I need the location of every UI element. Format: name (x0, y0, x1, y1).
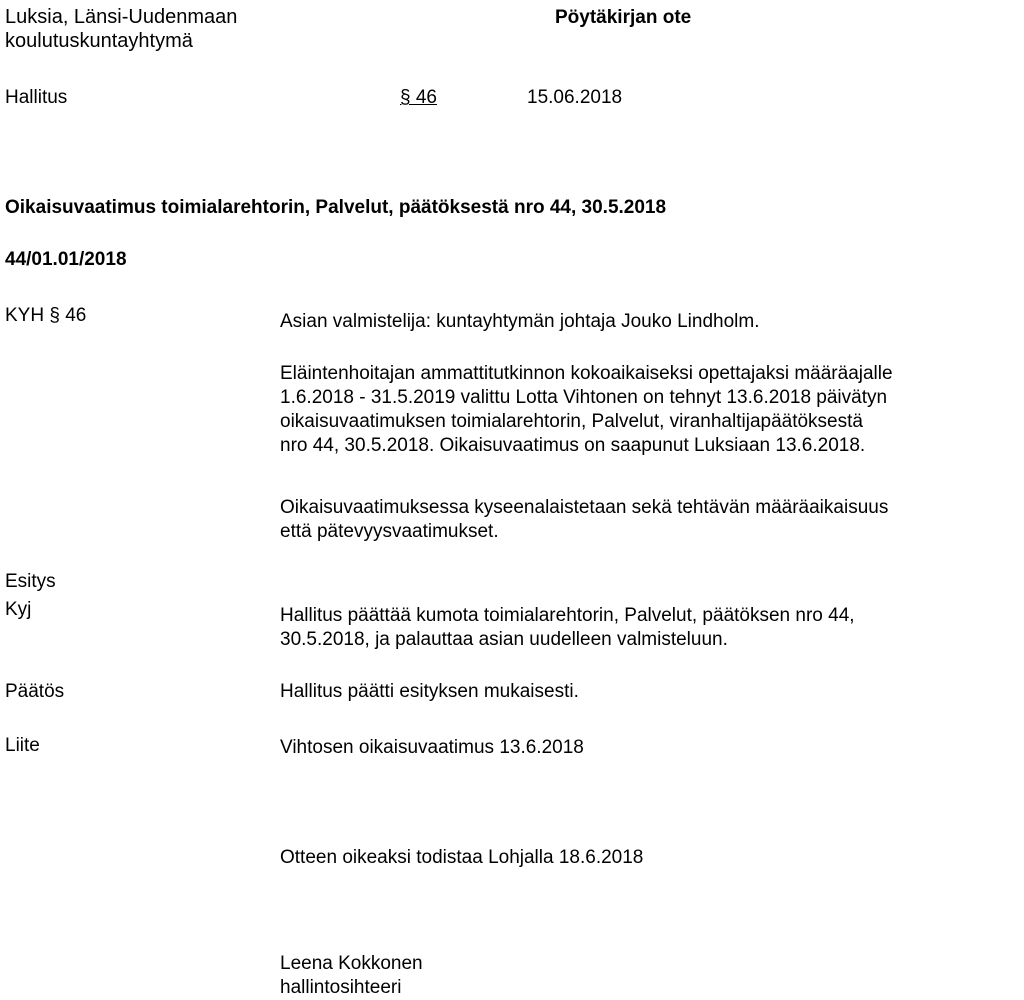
document-type: Pöytäkirjan ote (555, 7, 692, 28)
reference-number: 44/01.01/2018 (5, 249, 127, 270)
certification-text: Otteen oikeaksi todistaa Lohjalla 18.6.2018 (280, 847, 644, 868)
decision-text: Hallitus päätti esityksen mukaisesti. (280, 681, 579, 702)
kyh-label: KYH § 46 (5, 305, 87, 326)
paragraph-line: että pätevyysvaatimukset. (280, 521, 499, 542)
esitys-label: Esitys (5, 571, 56, 592)
liite-label: Liite (5, 735, 40, 756)
attachment-text: Vihtosen oikaisuvaatimus 13.6.2018 (280, 737, 584, 758)
signer-name: Leena Kokkonen (280, 953, 423, 974)
proposal-text (280, 604, 855, 652)
kyj-label: Kyj (5, 599, 32, 620)
paragraph-line: nro 44, 30.5.2018. Oikaisuvaatimus on saapunut Luksiaan 13.6.2018. (280, 435, 866, 456)
background-paragraph (280, 362, 893, 458)
paragraph-line: 1.6.2018 - 31.5.2019 valittu Lotta Vihtonen on tehnyt 13.6.2018 päivätyn (280, 387, 888, 408)
signature-block (280, 952, 423, 1000)
organization-line-1: Luksia, Länsi-Uudenmaan (5, 6, 238, 28)
organization-name (5, 5, 237, 53)
meeting-body: Hallitus (5, 87, 68, 108)
paragraph-line: Oikaisuvaatimuksessa kyseenalaistetaan sekä tehtävän määräaikaisuus (280, 497, 889, 518)
paragraph-line: oikaisuvaatimuksen toimialarehtorin, Palvelut, viranhaltijapäätöksestä (280, 411, 863, 432)
preparer-line: Asian valmistelija: kuntayhtymän johtaja Jouko Lindholm. (280, 311, 760, 332)
proposal-line: Hallitus päättää kumota toimialarehtorin, Palvelut, päätöksen nro 44, (280, 605, 855, 626)
proposal-line: 30.5.2018, ja palauttaa asian uudelleen valmisteluun. (280, 629, 728, 650)
signer-title: hallintosihteeri (280, 977, 402, 998)
paatos-label: Päätös (5, 681, 65, 702)
section-number: § 46 (400, 87, 437, 108)
paragraph-line: Eläintenhoitajan ammattitutkinnon kokoaikaiseksi opettajaksi määräajalle (280, 363, 893, 384)
matter-title: Oikaisuvaatimus toimialarehtorin, Palvelut, päätöksestä nro 44, 30.5.2018 (5, 197, 667, 218)
objection-paragraph (280, 496, 888, 544)
organization-line-2: koulutuskuntayhtymä (5, 30, 193, 52)
meeting-date: 15.06.2018 (527, 87, 623, 108)
